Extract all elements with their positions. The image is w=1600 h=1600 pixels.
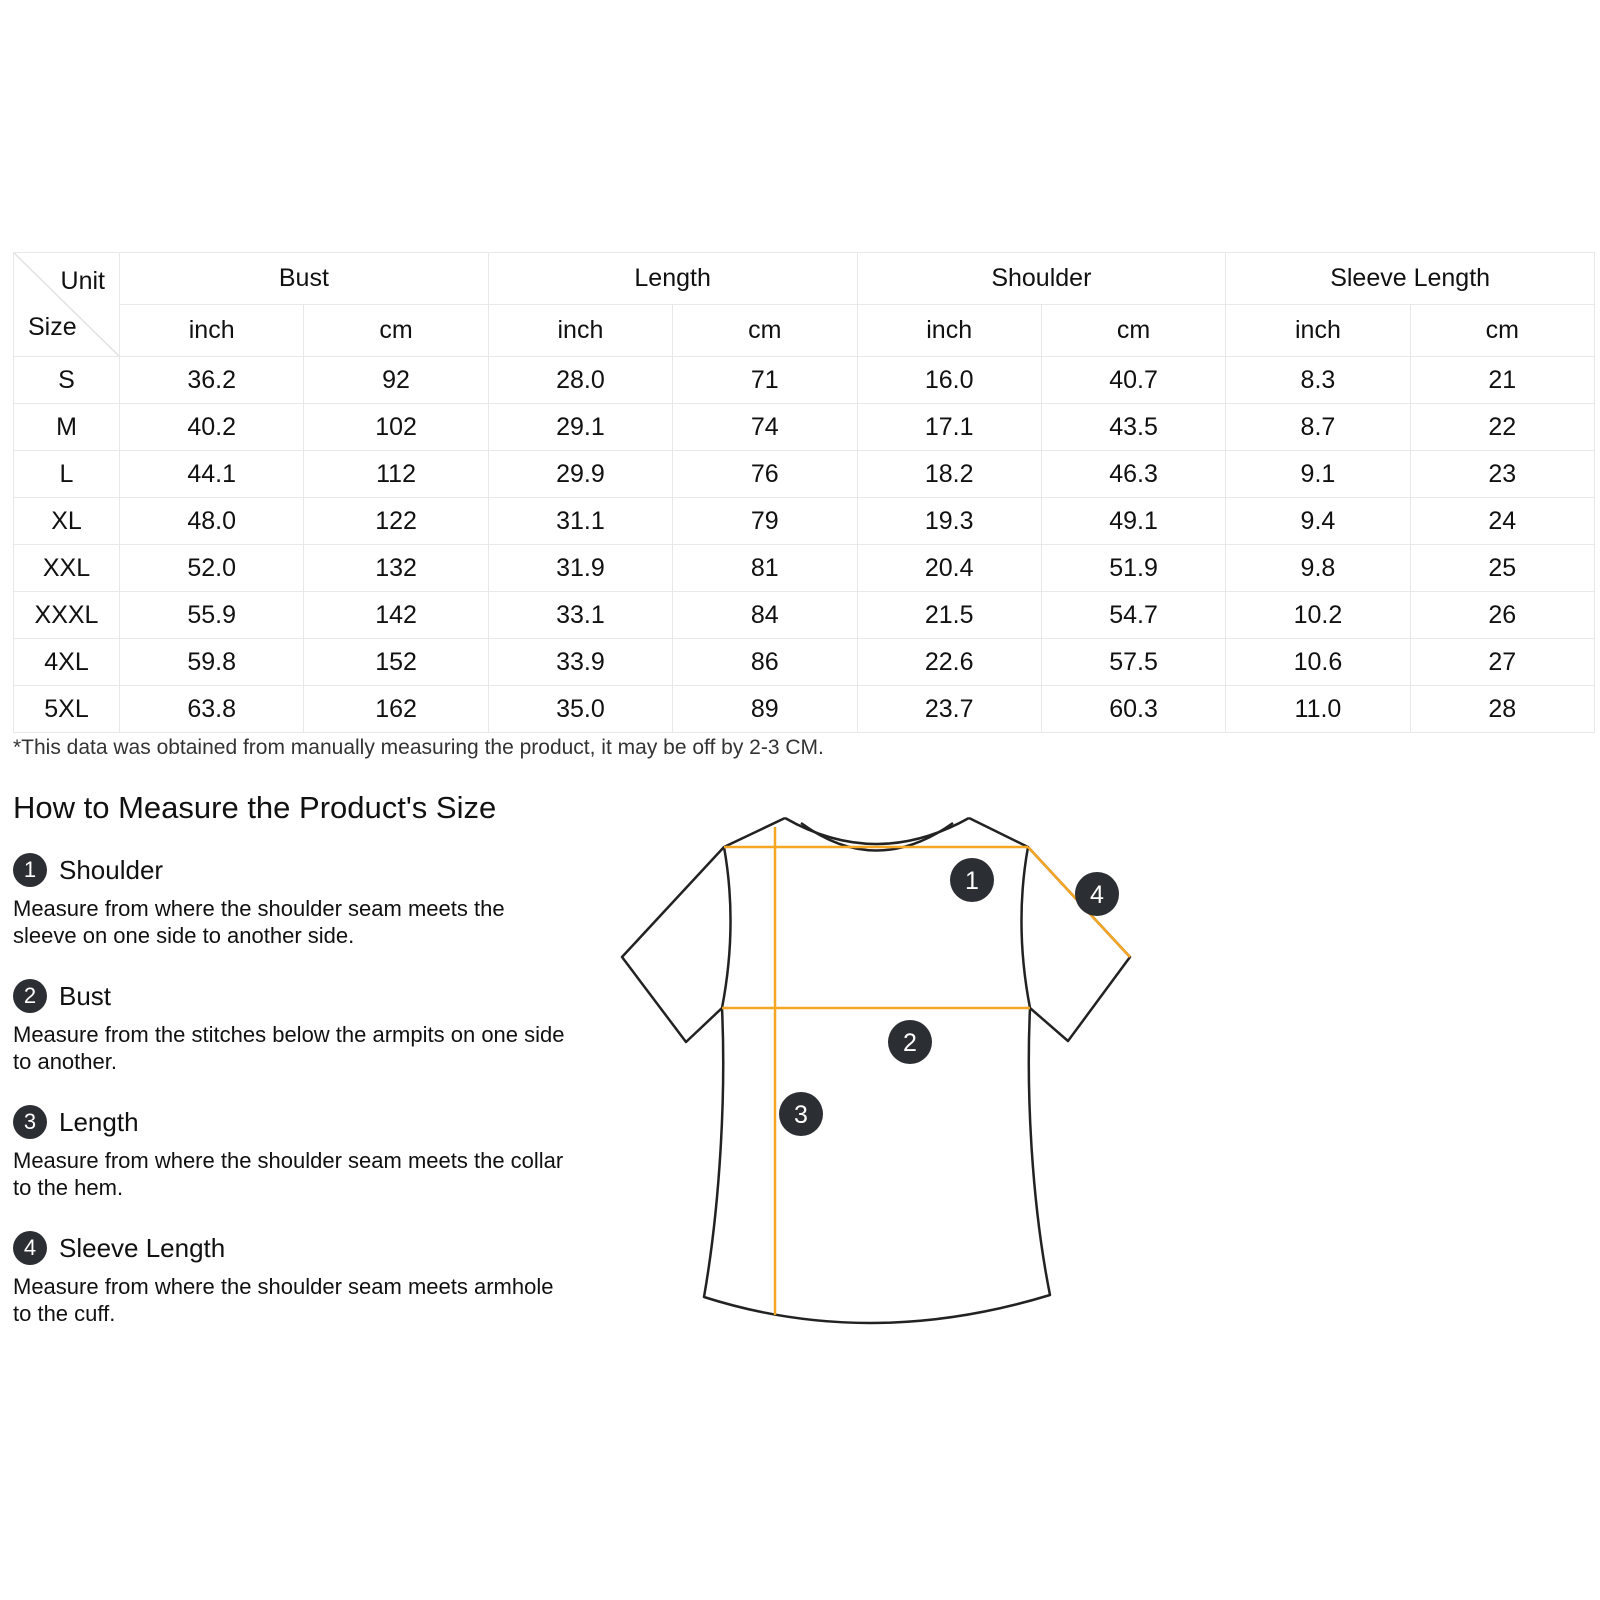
- step-name: Shoulder: [59, 854, 164, 885]
- unit-header: cm: [1410, 305, 1594, 357]
- unit-size-corner-cell: [14, 253, 120, 357]
- step-length: [13, 1104, 573, 1201]
- value-cell: 33.1: [488, 592, 672, 639]
- value-cell: 22: [1410, 404, 1594, 451]
- value-cell: 10.2: [1226, 592, 1410, 639]
- size-cell: XXL: [14, 545, 120, 592]
- step-name: Length: [59, 1106, 139, 1137]
- step-description: Measure from where the shoulder seam meets the sleeve on one side to another side.: [13, 896, 505, 948]
- size-cell: 5XL: [14, 686, 120, 733]
- value-cell: 28.0: [488, 357, 672, 404]
- step-name: Sleeve Length: [59, 1232, 226, 1263]
- table-row: [14, 451, 1595, 498]
- value-cell: 23: [1410, 451, 1594, 498]
- value-cell: 18.2: [857, 451, 1041, 498]
- size-cell: 4XL: [14, 639, 120, 686]
- step-shoulder: [13, 852, 573, 949]
- value-cell: 33.9: [488, 639, 672, 686]
- measure-section-title: How to Measure the Product's Size: [13, 790, 497, 825]
- value-cell: 20.4: [857, 545, 1041, 592]
- step-sleeve-length: [13, 1230, 573, 1327]
- value-cell: 48.0: [120, 498, 304, 545]
- measurement-lines: [722, 827, 1130, 1315]
- value-cell: 57.5: [1041, 639, 1225, 686]
- value-cell: 10.6: [1226, 639, 1410, 686]
- value-cell: 63.8: [120, 686, 304, 733]
- value-cell: 16.0: [857, 357, 1041, 404]
- unit-header: cm: [673, 305, 857, 357]
- value-cell: 23.7: [857, 686, 1041, 733]
- value-cell: 76: [673, 451, 857, 498]
- value-cell: 11.0: [1226, 686, 1410, 733]
- table-body: [14, 357, 1595, 733]
- value-cell: 51.9: [1041, 545, 1225, 592]
- unit-header: inch: [488, 305, 672, 357]
- number-badge-2: 2: [13, 979, 47, 1013]
- column-group-shoulder: Shoulder: [857, 253, 1226, 305]
- value-cell: 54.7: [1041, 592, 1225, 639]
- marker-1-label: 1: [965, 867, 979, 895]
- size-cell: S: [14, 357, 120, 404]
- marker-4: [1075, 872, 1119, 916]
- marker-3: [779, 1092, 823, 1136]
- value-cell: 17.1: [857, 404, 1041, 451]
- value-cell: 92: [304, 357, 488, 404]
- value-cell: 55.9: [120, 592, 304, 639]
- table-row: [14, 498, 1595, 545]
- value-cell: 43.5: [1041, 404, 1225, 451]
- value-cell: 25: [1410, 545, 1594, 592]
- value-cell: 9.8: [1226, 545, 1410, 592]
- table-row: [14, 404, 1595, 451]
- number-badge-4: 4: [13, 1231, 47, 1265]
- unit-header: inch: [120, 305, 304, 357]
- column-group-sleeve-length: Sleeve Length: [1226, 253, 1595, 305]
- value-cell: 40.7: [1041, 357, 1225, 404]
- unit-header: cm: [1041, 305, 1225, 357]
- value-cell: 49.1: [1041, 498, 1225, 545]
- unit-header: inch: [857, 305, 1041, 357]
- column-group-length: Length: [488, 253, 857, 305]
- value-cell: 81: [673, 545, 857, 592]
- step-description: Measure from the stitches below the armpits on one side to another.: [13, 1022, 565, 1074]
- value-cell: 122: [304, 498, 488, 545]
- size-cell: L: [14, 451, 120, 498]
- size-chart-table: [13, 252, 1595, 733]
- table-row: [14, 639, 1595, 686]
- value-cell: 31.1: [488, 498, 672, 545]
- value-cell: 74: [673, 404, 857, 451]
- number-badge-1: 1: [13, 853, 47, 887]
- table-row: [14, 592, 1595, 639]
- unit-label: Unit: [60, 267, 105, 295]
- value-cell: 36.2: [120, 357, 304, 404]
- value-cell: 46.3: [1041, 451, 1225, 498]
- value-cell: 8.7: [1226, 404, 1410, 451]
- value-cell: 59.8: [120, 639, 304, 686]
- value-cell: 112: [304, 451, 488, 498]
- value-cell: 52.0: [120, 545, 304, 592]
- value-cell: 60.3: [1041, 686, 1225, 733]
- value-cell: 71: [673, 357, 857, 404]
- marker-3-label: 3: [794, 1101, 808, 1129]
- measurement-disclaimer: *This data was obtained from manually measuring the product, it may be off by 2-3 CM.: [13, 736, 824, 759]
- value-cell: 86: [673, 639, 857, 686]
- value-cell: 28: [1410, 686, 1594, 733]
- value-cell: 84: [673, 592, 857, 639]
- value-cell: 21: [1410, 357, 1594, 404]
- size-cell: XXXL: [14, 592, 120, 639]
- table-row: [14, 686, 1595, 733]
- value-cell: 29.1: [488, 404, 672, 451]
- value-cell: 22.6: [857, 639, 1041, 686]
- column-group-bust: Bust: [120, 253, 489, 305]
- value-cell: 35.0: [488, 686, 672, 733]
- value-cell: 89: [673, 686, 857, 733]
- marker-4-label: 4: [1090, 881, 1104, 909]
- value-cell: 152: [304, 639, 488, 686]
- number-badge-3: 3: [13, 1105, 47, 1139]
- value-cell: 142: [304, 592, 488, 639]
- value-cell: 9.1: [1226, 451, 1410, 498]
- value-cell: 26: [1410, 592, 1594, 639]
- step-name: Bust: [59, 980, 112, 1011]
- value-cell: 132: [304, 545, 488, 592]
- value-cell: 19.3: [857, 498, 1041, 545]
- table-row: [14, 545, 1595, 592]
- size-label: Size: [28, 313, 77, 341]
- table-header-row: [14, 253, 1595, 305]
- value-cell: 8.3: [1226, 357, 1410, 404]
- value-cell: 102: [304, 404, 488, 451]
- value-cell: 9.4: [1226, 498, 1410, 545]
- unit-header-row: [14, 305, 1595, 357]
- value-cell: 27: [1410, 639, 1594, 686]
- value-cell: 162: [304, 686, 488, 733]
- tshirt-outline: [622, 818, 1130, 1323]
- value-cell: 44.1: [120, 451, 304, 498]
- value-cell: 40.2: [120, 404, 304, 451]
- value-cell: 24: [1410, 498, 1594, 545]
- step-description: Measure from where the shoulder seam meets armhole to the cuff.: [13, 1274, 554, 1326]
- value-cell: 29.9: [488, 451, 672, 498]
- value-cell: 21.5: [857, 592, 1041, 639]
- step-bust: [13, 978, 573, 1075]
- value-cell: 79: [673, 498, 857, 545]
- size-cell: XL: [14, 498, 120, 545]
- marker-2-label: 2: [903, 1029, 917, 1057]
- unit-header: cm: [304, 305, 488, 357]
- marker-1: [950, 858, 994, 902]
- marker-2: [888, 1020, 932, 1064]
- tshirt-diagram: [620, 805, 1140, 1345]
- size-cell: M: [14, 404, 120, 451]
- value-cell: 31.9: [488, 545, 672, 592]
- step-description: Measure from where the shoulder seam meets the collar to the hem.: [13, 1148, 564, 1200]
- table-row: [14, 357, 1595, 404]
- unit-header: inch: [1226, 305, 1410, 357]
